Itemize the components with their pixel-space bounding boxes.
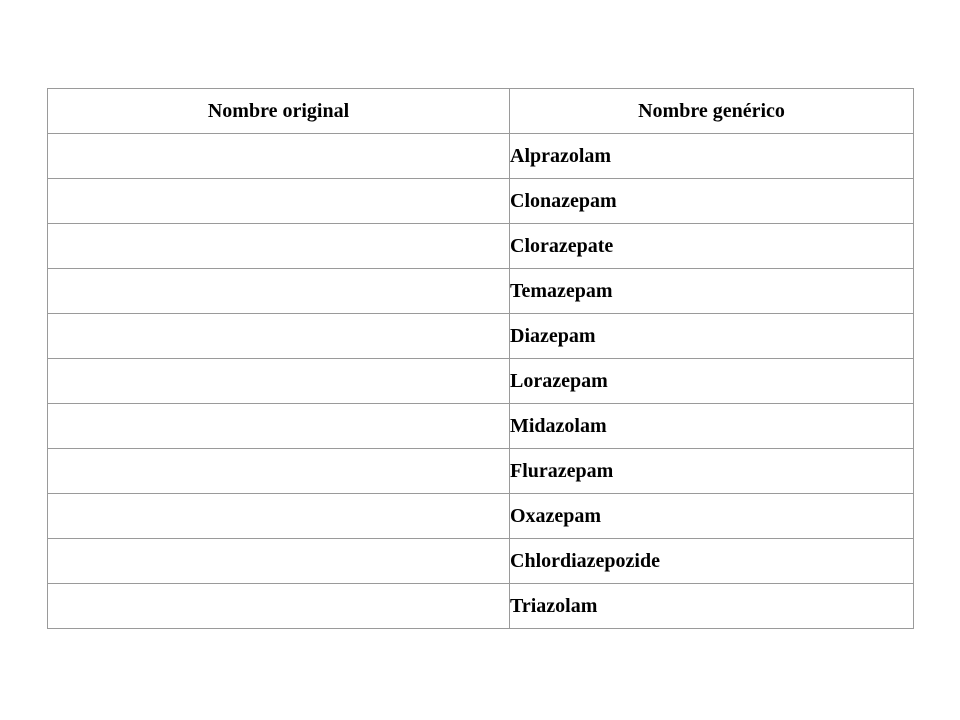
table-header-row — [48, 89, 914, 134]
generic-name-cell: Midazolam — [510, 404, 914, 449]
table-row — [48, 584, 914, 629]
generic-name-cell: Chlordiazepozide — [510, 539, 914, 584]
table-row — [48, 224, 914, 269]
generic-name-cell: Temazepam — [510, 269, 914, 314]
generic-name-cell: Clonazepam — [510, 179, 914, 224]
original-name-cell — [48, 539, 510, 584]
header-generic-name: Nombre genérico — [510, 89, 914, 134]
original-name-cell — [48, 269, 510, 314]
original-name-cell — [48, 359, 510, 404]
generic-name-cell: Oxazepam — [510, 494, 914, 539]
header-original-name: Nombre original — [48, 89, 510, 134]
generic-name-cell: Diazepam — [510, 314, 914, 359]
generic-name-cell: Clorazepate — [510, 224, 914, 269]
generic-name-cell: Alprazolam — [510, 134, 914, 179]
original-name-cell — [48, 404, 510, 449]
original-name-cell — [48, 134, 510, 179]
drug-name-table — [47, 88, 914, 629]
table-row — [48, 314, 914, 359]
table-row — [48, 179, 914, 224]
generic-name-cell: Lorazepam — [510, 359, 914, 404]
table-row — [48, 539, 914, 584]
original-name-cell — [48, 449, 510, 494]
table-row — [48, 134, 914, 179]
original-name-cell — [48, 494, 510, 539]
table-row — [48, 404, 914, 449]
table-row — [48, 449, 914, 494]
generic-name-cell: Triazolam — [510, 584, 914, 629]
table-row — [48, 359, 914, 404]
table-row — [48, 269, 914, 314]
original-name-cell — [48, 584, 510, 629]
original-name-cell — [48, 314, 510, 359]
table-row — [48, 494, 914, 539]
original-name-cell — [48, 179, 510, 224]
original-name-cell — [48, 224, 510, 269]
generic-name-cell: Flurazepam — [510, 449, 914, 494]
